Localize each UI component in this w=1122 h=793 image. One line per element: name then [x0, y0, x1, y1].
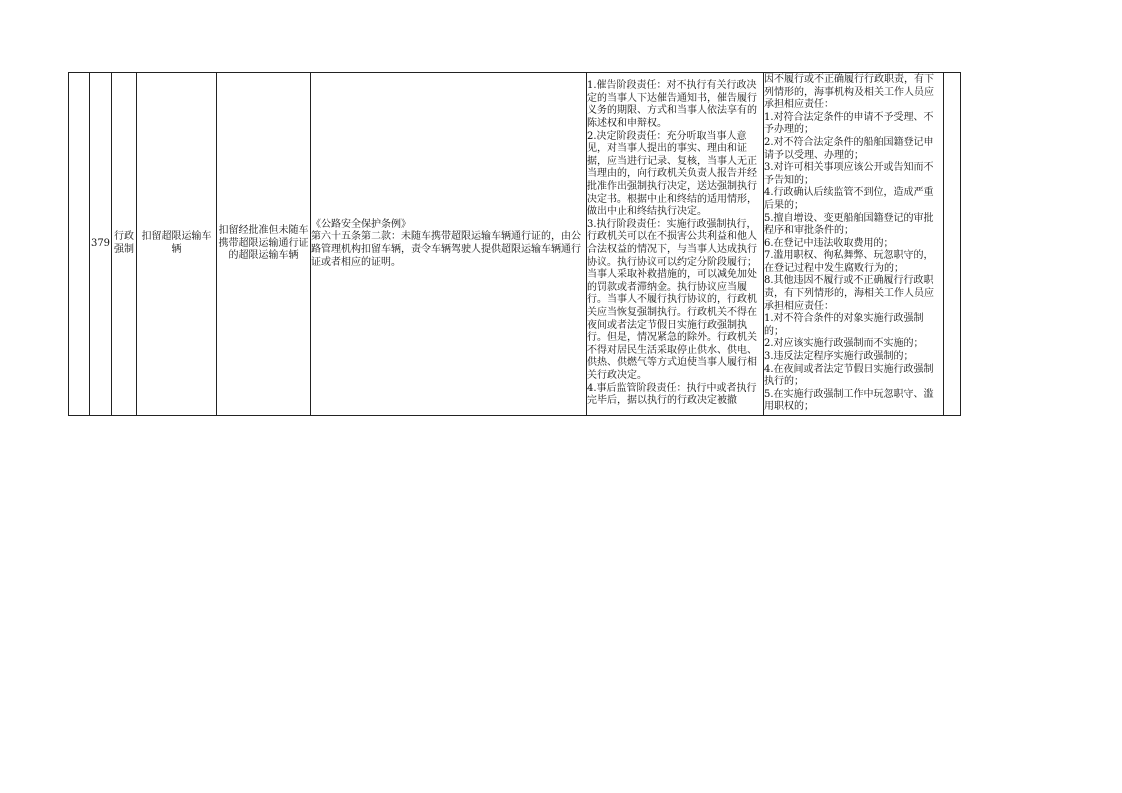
responsibility-item: 3.执行阶段责任：实施行政强制执行，行政机关可以在不损害公共利益和他人合法权益的情况下，与当事人达成执行协议。执行协议可以约定分阶段履行；当事人采取补救措施的，可以减免加处的罚款或者滞纳金。执行协议应当履行。当事人不履行执行协议的，行政机关应当恢复强制执行。行政机关不得在夜间或者法定节假日实施行政强制执行。但是，情况紧急的除外。行政机关不得对居民生活采取停止供水、供电、供热、供燃气等方式迫使当事人履行相关行政决定。: [587, 218, 757, 381]
accountability-cell: [764, 73, 944, 416]
responsibility-item: 2.决定阶段责任：充分听取当事人意见，对当事人提出的事实、理由和证据，应当进行记录、复核，当事人无正当理由的，向行政机关负责人报告并经批准作出强制执行决定，送达强制执行决定书。根据中止和终结的适用情形，做出中止和终结执行决定。: [587, 130, 757, 218]
responsibility-item: 1.催告阶段责任：对不执行有关行政决定的当事人下达催告通知书，催告履行义务的期限、方式和当事人依法享有的陈述权和申辩权。: [587, 80, 757, 130]
power-list-table-region: [68, 72, 960, 416]
basis-title: 《公路安全保护条例》: [311, 218, 411, 230]
accountability-item: 4.在夜间或者法定节假日实施行政强制执行的；: [764, 363, 934, 388]
accountability-item: 1.对不符合条件的对象实施行政强制的；: [764, 313, 924, 337]
blank-edge-cell: [69, 73, 90, 416]
responsibility-item: 4.事后监管阶段责任：执行中或者执行完毕后，据以执行的行政决定被撤: [587, 382, 757, 407]
accountability-item: 3.违反法定程序实施行政强制的；: [764, 351, 914, 363]
accountability-item: 5.在实施行政强制工作中玩忽职守、滥用职权的；: [764, 388, 934, 413]
category-cell: 行政强制: [112, 73, 137, 416]
accountability-item: 因不履行或不正确履行行政职责，有下列情形的，海事机构及相关工作人员应承担相应责任：: [764, 73, 934, 111]
table-row: [69, 73, 961, 416]
accountability-item: 8.其他违因不履行或不正确履行行政职责，有下列情形的，海相关工作人员应承担相应责任：: [764, 275, 934, 312]
item-name-cell: 扣留超限运输车辆: [137, 73, 217, 416]
row-number-cell: 379: [90, 73, 112, 416]
legal-basis-cell: [311, 73, 587, 416]
responsibility-cell: [587, 73, 764, 416]
accountability-item: 4.行政确认后续监管不到位，造成严重后果的；: [764, 187, 934, 211]
accountability-item: 3.对许可相关事项应该公开或告知而不予告知的；: [764, 162, 934, 186]
accountability-item: 1.对符合法定条件的申请不予受理、不予办理的；: [764, 111, 934, 136]
sub-item-cell: 扣留经批准但未随车携带超限运输通行证的超限运输车辆: [217, 73, 311, 416]
accountability-item: 6.在登记中违法收取费用的；: [764, 237, 894, 249]
basis-text: 第六十五条第二款：未随车携带超限运输车辆通行证的，由公路管理机构扣留车辆，责令车辆驾驶人提供超限运输车辆通行证或者相应的证明。: [311, 231, 581, 268]
accountability-item: 2.对应该实施行政强制而不实施的；: [764, 338, 924, 350]
blank-edge-cell: [944, 73, 961, 416]
accountability-item: 5.擅自增设、变更船舶国籍登记的审批程序和审批条件的；: [764, 212, 934, 237]
power-list-table: [68, 72, 961, 416]
accountability-item: 7.滥用职权、徇私舞弊、玩忽职守的，在登记过程中发生腐败行为的；: [764, 250, 934, 274]
accountability-item: 2.对不符合法定条件的船舶国籍登记申请予以受理、办理的；: [764, 136, 934, 161]
